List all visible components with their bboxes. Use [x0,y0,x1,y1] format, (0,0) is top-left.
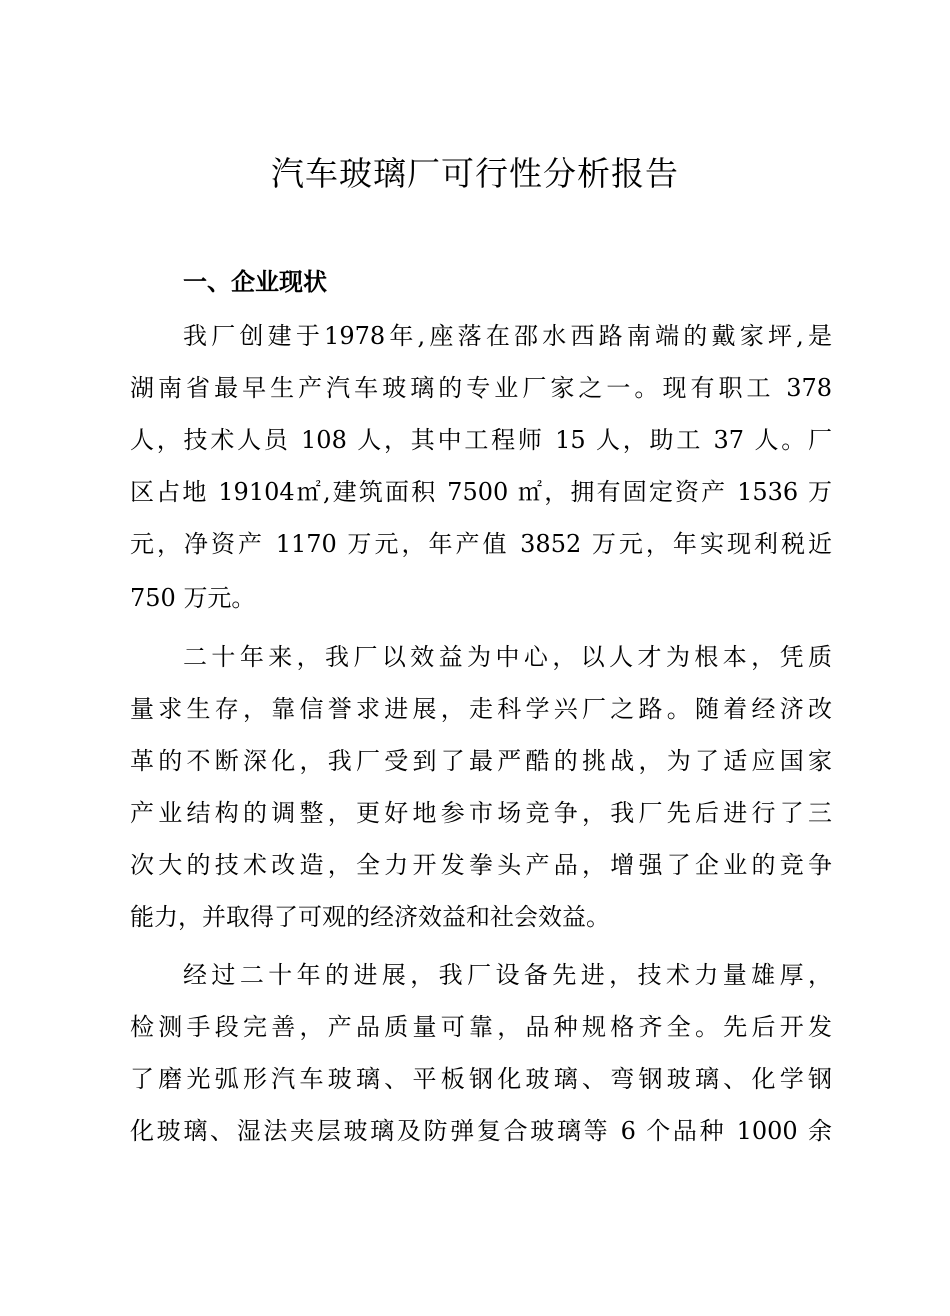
paragraph-3-line-2: 检测手段完善，产品质量可靠，品种规格齐全。先后开发 [130,1013,832,1041]
paragraph-1-line-1: 我厂创建于1978年,座落在邵水西路南端的戴家坪,是 [183,322,832,350]
paragraph-1-line-5: 元，净资产 1170 万元，年产值 3852 万元，年实现利税近 [130,530,832,558]
paragraph-3-line-3: 了磨光弧形汽车玻璃、平板钢化玻璃、弯钢玻璃、化学钢 [130,1065,832,1093]
paragraph-2-line-1: 二十年来，我厂以效益为中心，以人才为根本，凭质 [183,643,832,671]
paragraph-1-line-2: 湖南省最早生产汽车玻璃的专业厂家之一。现有职工 378 [130,374,832,402]
paragraph-2-line-6: 能力，并取得了可观的经济效益和社会效益。 [130,903,610,931]
paragraph-2-line-3: 革的不断深化，我厂受到了最严酷的挑战，为了适应国家 [130,747,832,775]
section-heading: 一、企业现状 [183,268,327,296]
paragraph-2-line-5: 次大的技术改造，全力开发拳头产品，增强了企业的竞争 [130,851,832,879]
paragraph-3-line-1: 经过二十年的进展，我厂设备先进，技术力量雄厚， [183,961,832,989]
paragraph-2-line-4: 产业结构的调整，更好地参市场竞争，我厂先后进行了三 [130,799,832,827]
document-title: 汽车玻璃厂可行性分析报告 [271,154,679,193]
paragraph-1-line-3: 人，技术人员 108 人，其中工程师 15 人，助工 37 人。厂 [130,426,832,454]
paragraph-1-line-6: 750 万元。 [130,584,256,612]
paragraph-1-line-4: 区占地 19104㎡,建筑面积 7500 ㎡，拥有固定资产 1536 万 [130,478,832,506]
paragraph-3-line-4: 化玻璃、湿法夹层玻璃及防弹复合玻璃等 6 个品种 1000 余 [130,1117,832,1145]
paragraph-2-line-2: 量求生存，靠信誉求进展，走科学兴厂之路。随着经济改 [130,695,832,723]
